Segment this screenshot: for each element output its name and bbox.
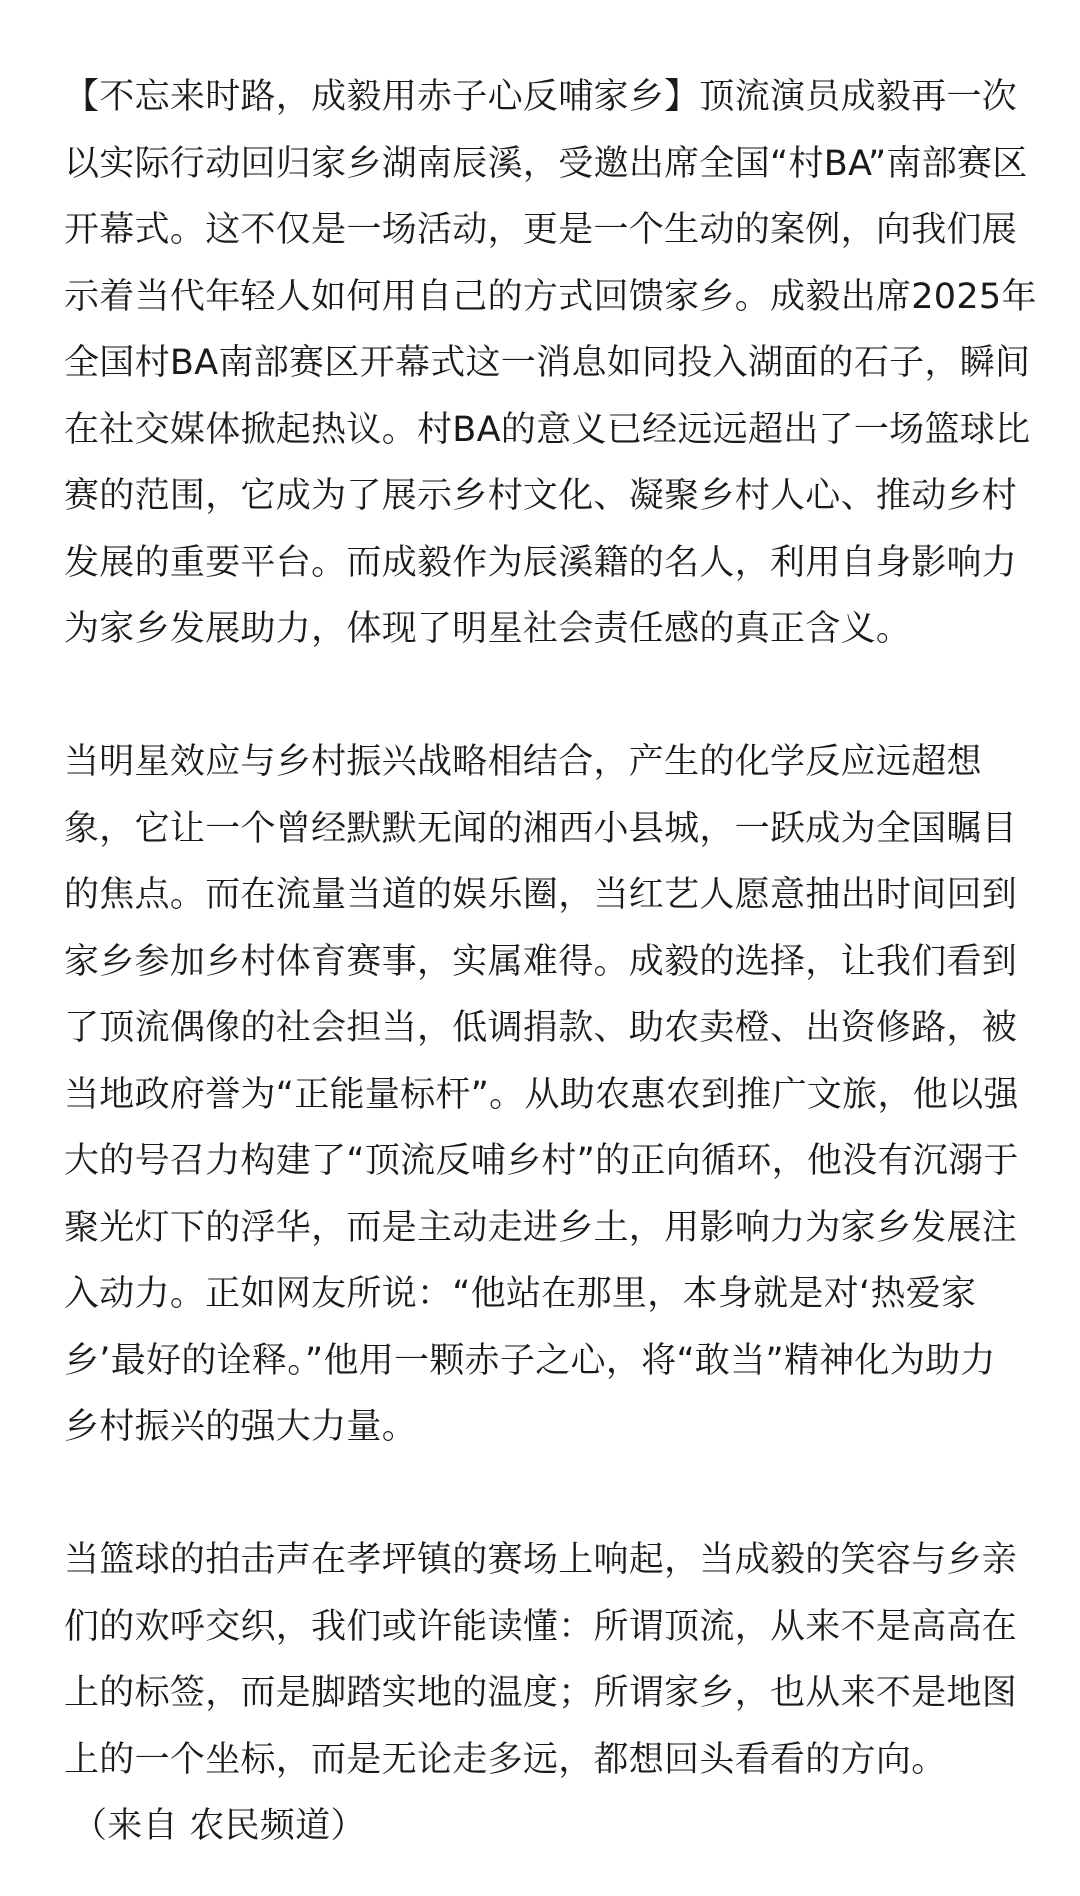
text-line: 家乡参加乡村体育赛事，实属难得。成毅的选择，让我们看到 bbox=[64, 941, 1018, 982]
text-line: 的焦点。而在流量当道的娱乐圈，当红艺人愿意抽出时间回到 bbox=[64, 875, 1018, 915]
text-line: 当明星效应与乡村振兴战略相结合，产生的化学反应远超想 bbox=[64, 742, 982, 782]
text-line: 乡村振兴的强大力量。 bbox=[64, 1407, 418, 1447]
text-line: 乡’最好的诠释。”他用一颗赤子之心，将“敢当”精神化为助力 bbox=[64, 1340, 996, 1381]
article-body bbox=[64, 64, 1037, 1860]
text-line: 了顶流偶像的社会担当，低调捐款、助农卖橙、出资修路，被 bbox=[64, 1008, 1018, 1048]
text-line: 以实际行动回归家乡湖南辰溪，受邀出席全国“村BA”南部赛区 bbox=[64, 143, 1028, 184]
text-line: 【不忘来时路，成毅用赤子心反哺家乡】顶流演员成毅再一次 bbox=[64, 77, 1018, 117]
paragraph-spacer bbox=[64, 663, 1024, 730]
text-line: 示着当代年轻人如何用自己的方式回馈家乡。成毅出席2025年 bbox=[64, 276, 1037, 317]
text-line: 赛的范围，它成为了展示乡村文化、凝聚乡村人心、推动乡村 bbox=[64, 476, 1018, 516]
text-line: 为家乡发展助力，体现了明星社会责任感的真正含义。 bbox=[64, 609, 912, 649]
text-line: 聚光灯下的浮华，而是主动走进乡土，用影响力为家乡发展注 bbox=[64, 1207, 1018, 1248]
text-line: 上的标签，而是脚踏实地的温度；所谓家乡，也从来不是地图 bbox=[64, 1673, 1018, 1713]
text-line: 大的号召力构建了“顶流反哺乡村”的正向循环，他没有沉溺于 bbox=[64, 1141, 1019, 1181]
paragraph-3 bbox=[64, 1527, 1024, 1793]
paragraph-2 bbox=[64, 729, 1024, 1461]
source-attribution: （来自 农民频道） bbox=[72, 1806, 366, 1846]
text-line: 当地政府誉为“正能量标杆”。从助农惠农到推广文旅，他以强 bbox=[64, 1074, 1019, 1115]
text-line: 们的欢呼交织，我们或许能读懂：所谓顶流，从来不是高高在 bbox=[64, 1606, 1018, 1647]
paragraph-1 bbox=[64, 64, 1037, 663]
text-line: 象，它让一个曾经默默无闻的湘西小县城，一跃成为全国瞩目 bbox=[64, 808, 1018, 849]
text-line: 在社交媒体掀起热议。村BA的意义已经远远超出了一场篮球比 bbox=[64, 409, 1031, 450]
text-line: 发展的重要平台。而成毅作为辰溪籍的名人，利用自身影响力 bbox=[64, 542, 1018, 583]
text-line: 上的一个坐标，而是无论走多远，都想回头看看的方向。 bbox=[64, 1739, 947, 1780]
paragraph-spacer bbox=[64, 1461, 1024, 1528]
text-line: 当篮球的拍击声在孝坪镇的赛场上响起，当成毅的笑容与乡亲 bbox=[64, 1540, 1018, 1580]
text-line: 入动力。正如网友所说：“他站在那里，本身就是对‘热爱家 bbox=[64, 1274, 977, 1314]
text-line: 开幕式。这不仅是一场活动，更是一个生动的案例，向我们展 bbox=[64, 210, 1018, 250]
text-line: 全国村BA南部赛区开幕式这一消息如同投入湖面的石子，瞬间 bbox=[64, 343, 1031, 383]
